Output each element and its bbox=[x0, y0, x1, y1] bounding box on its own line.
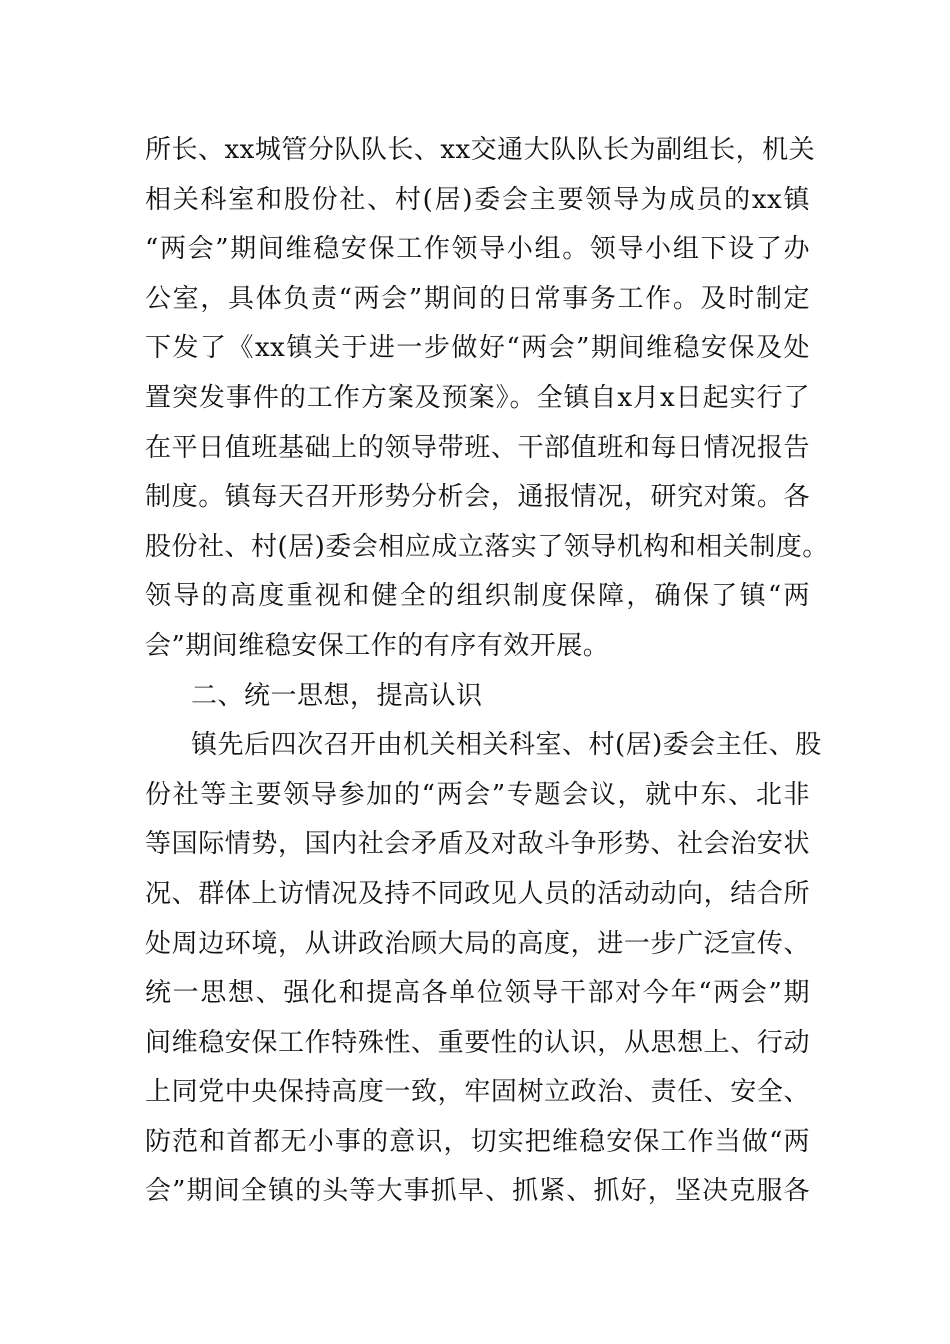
document-body bbox=[145, 126, 829, 1217]
text-line: 置突发事件的工作方案及预案》。全镇自x月x日起实行了 bbox=[145, 382, 810, 413]
text-line: 领导的高度重视和健全的组织制度保障，确保了镇“两 bbox=[145, 581, 810, 612]
text-line: 处周边环境，从讲政治顾大局的高度，进一步广泛宣传、 bbox=[145, 928, 810, 959]
section-heading: 二、统一思想，提高认识 bbox=[191, 680, 483, 711]
text-line: 统一思想、强化和提高各单位领导干部对今年“两会”期 bbox=[145, 978, 810, 1009]
text-line: 上同党中央保持高度一致，牢固树立政治、责任、安全、 bbox=[145, 1077, 810, 1108]
text-line: 况、群体上访情况及持不同政见人员的活动动向，结合所 bbox=[145, 878, 810, 909]
text-line: 下发了《xx镇关于进一步做好“两会”期间维稳安保及处 bbox=[145, 333, 810, 364]
text-line-paragraph-end: 会”期间维稳安保工作的有序有效开展。 bbox=[145, 630, 610, 661]
text-line: 防范和首都无小事的意识，切实把维稳安保工作当做“两 bbox=[145, 1126, 810, 1157]
text-line: 相关科室和股份社、村(居)委会主要领导为成员的xx镇 bbox=[145, 184, 810, 215]
text-line: 在平日值班基础上的领导带班、干部值班和每日情况报告 bbox=[145, 432, 810, 463]
text-line: 制度。镇每天召开形势分析会，通报情况，研究对策。各 bbox=[145, 482, 810, 513]
text-line: 等国际情势，国内社会矛盾及对敌斗争形势、社会治安状 bbox=[145, 829, 810, 860]
text-line: 股份社、村(居)委会相应成立落实了领导机构和相关制度。 bbox=[145, 531, 829, 562]
text-line: 公室，具体负责“两会”期间的日常事务工作。及时制定 bbox=[145, 283, 810, 314]
text-line-paragraph-start: 镇先后四次召开由机关相关科室、村(居)委会主任、股 bbox=[191, 730, 822, 761]
text-line: 间维稳安保工作特殊性、重要性的认识，从思想上、行动 bbox=[145, 1027, 810, 1058]
text-line: 所长、xx城管分队队长、xx交通大队队长为副组长，机关 bbox=[145, 135, 816, 165]
text-line: “两会”期间维稳安保工作领导小组。领导小组下设了办 bbox=[145, 234, 810, 265]
text-line: 会”期间全镇的头等大事抓早、抓紧、抓好，坚决克服各 bbox=[145, 1176, 810, 1207]
text-line: 份社等主要领导参加的“两会”专题会议，就中东、北非 bbox=[145, 779, 810, 810]
